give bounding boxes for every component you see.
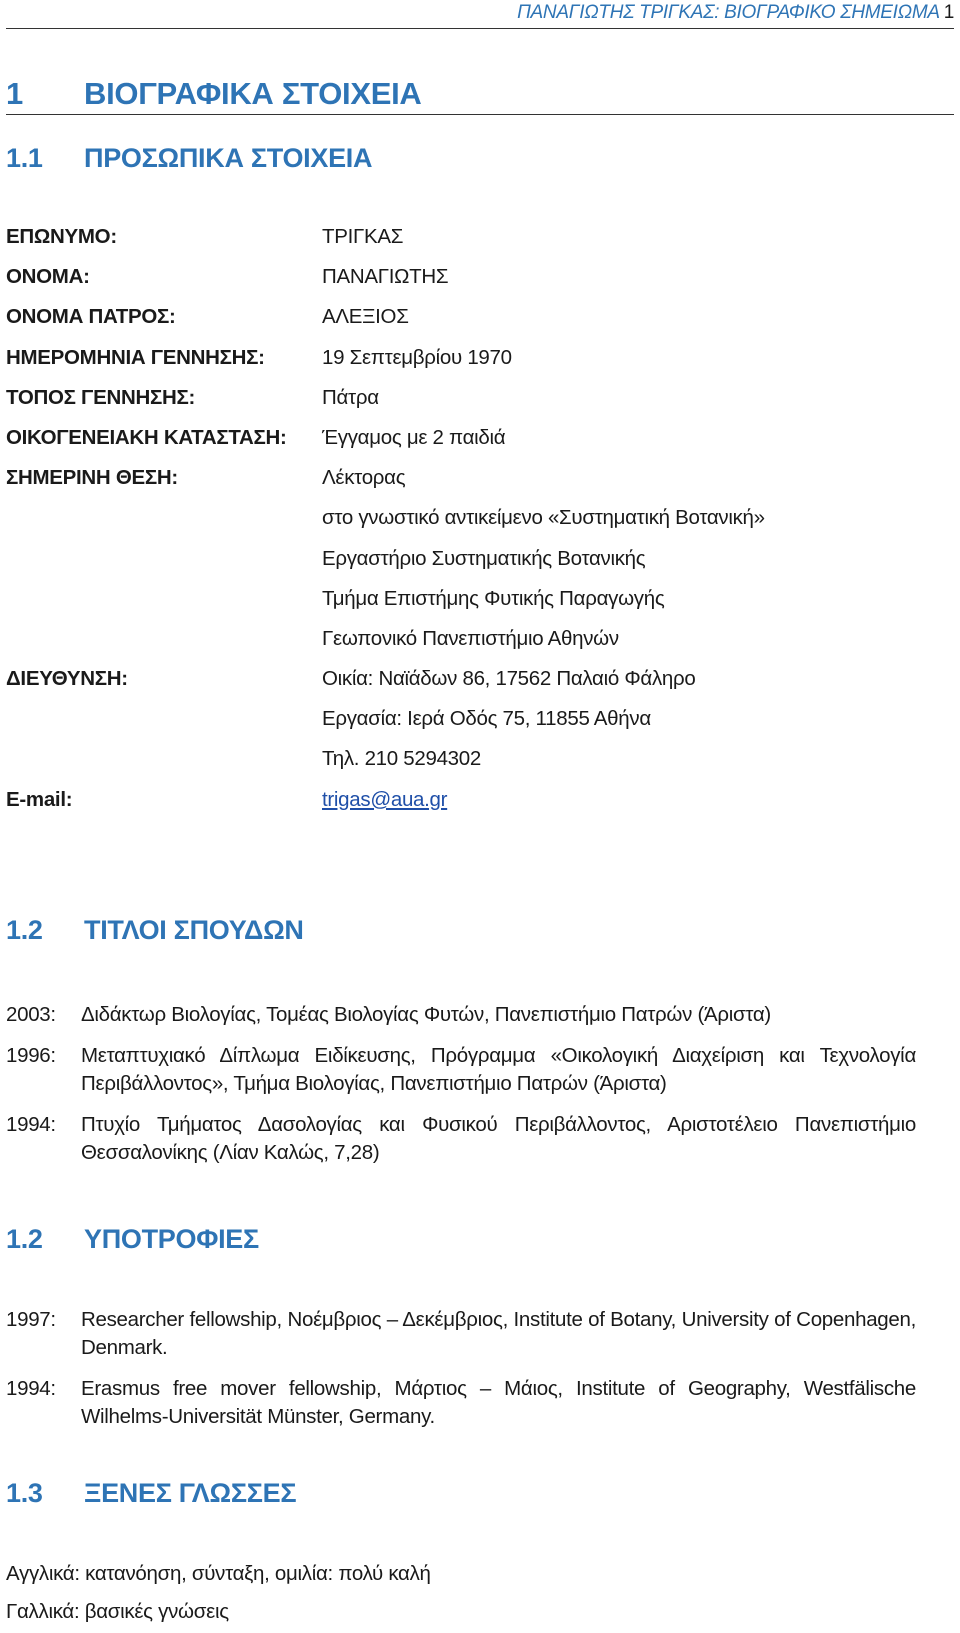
header-text: ΠΑΝΑΓΙΩΤΗΣ ΤΡΙΓΚΑΣ: ΒΙΟΓΡΑΦΙΚΟ ΣΗΜΕΙΩΜΑ: [517, 2, 940, 23]
heading-personal-info: [6, 141, 372, 175]
field-value: Έγγαμος με 2 παιδιά: [322, 425, 506, 449]
fellowship-entry: [6, 1306, 916, 1362]
heading-title: ΞΕΝΕΣ ΓΛΩΣΣΕΣ: [84, 1478, 297, 1508]
personal-row: [6, 505, 946, 545]
heading-title: ΤΙΤΛΟΙ ΣΠΟΥΔΩΝ: [84, 915, 304, 945]
field-value: Εργαστήριο Συστηματικής Βοτανικής: [322, 546, 646, 570]
entry-year: 2003:: [6, 1003, 56, 1026]
entry-year: 1997:: [6, 1308, 56, 1331]
heading-title: ΥΠΟΤΡΟΦΙΕΣ: [84, 1224, 259, 1254]
entry-text: Μεταπτυχιακό Δίπλωμα Ειδίκευσης, Πρόγραμμα «Οικολογική Διαχείριση και Τεχνολογία Περιβάλλοντος», Τμήμα Βιολογίας, Πανεπιστήμιο Πατρών (Άριστα): [81, 1044, 916, 1095]
field-value: Πάτρα: [322, 385, 379, 409]
field-value: Τηλ. 210 5294302: [322, 747, 481, 771]
field-label: ΕΠΩΝΥΜΟ:: [6, 225, 117, 248]
language-item: Αγγλικά: κατανόηση, σύνταξη, ομιλία: πολύ καλή: [6, 1562, 431, 1585]
section-title: ΒΙΟΓΡΑΦΙΚΑ ΣΤΟΙΧΕΙΑ: [84, 76, 422, 111]
studies-list: [6, 1001, 916, 1167]
entry-year: 1996:: [6, 1044, 56, 1067]
personal-row: [6, 666, 946, 706]
heading-languages: [6, 1476, 296, 1510]
field-value: στο γνωστικό αντικείμενο «Συστηματική Βοτανική»: [322, 506, 765, 530]
heading-title: ΠΡΟΣΩΠΙΚΑ ΣΤΟΙΧΕΙΑ: [84, 143, 373, 173]
personal-row: [6, 264, 946, 304]
heading-number: 1.3: [6, 1478, 43, 1508]
personal-row: [6, 626, 946, 666]
email-row: [6, 787, 946, 827]
personal-row: [6, 304, 946, 344]
personal-row: [6, 425, 946, 465]
field-value: Γεωπονικό Πανεπιστήμιο Αθηνών: [322, 626, 619, 650]
entry-text: Διδάκτωρ Βιολογίας, Τομέας Βιολογίας Φυτών, Πανεπιστήμιο Πατρών (Άριστα): [81, 1003, 771, 1026]
email-link[interactable]: trigas@aua.gr: [322, 787, 448, 811]
section-heading-biographical: [6, 74, 954, 115]
field-label: ΗΜΕΡΟΜΗΝΙΑ ΓΕΝΝΗΣΗΣ:: [6, 345, 265, 369]
field-value: ΑΛΕΞΙΟΣ: [322, 305, 409, 329]
personal-row: [6, 546, 946, 586]
field-value: 19 Σεπτεμβρίου 1970: [322, 345, 512, 369]
field-label: ΟΝΟΜΑ ΠΑΤΡΟΣ:: [6, 305, 176, 329]
heading-number: 1.1: [6, 143, 43, 173]
field-value: Εργασία: Ιερά Οδός 75, 11855 Αθήνα: [322, 707, 651, 731]
personal-row: [6, 224, 946, 264]
languages-list: [6, 1555, 431, 1631]
field-value: Οικία: Ναϊάδων 86, 17562 Παλαιό Φάληρο: [322, 667, 696, 691]
personal-info-table: [6, 224, 946, 827]
field-label: ΟΝΟΜΑ:: [6, 265, 90, 289]
personal-row: [6, 746, 946, 786]
running-header: [6, 2, 954, 29]
personal-row: [6, 706, 946, 746]
page-number: 1: [943, 2, 954, 23]
entry-year: 1994:: [6, 1377, 56, 1400]
study-entry: [6, 1111, 916, 1167]
field-label: ΣΗΜΕΡΙΝΗ ΘΕΣΗ:: [6, 466, 178, 490]
personal-row: [6, 385, 946, 425]
language-item: Γαλλικά: βασικές γνώσεις: [6, 1600, 229, 1623]
heading-number: 1.2: [6, 1224, 43, 1254]
heading-number: 1.2: [6, 915, 43, 945]
fellowship-entry: [6, 1375, 916, 1431]
field-value: Λέκτορας: [322, 466, 406, 490]
field-value: ΠΑΝΑΓΙΩΤΗΣ: [322, 265, 449, 289]
entry-text: Πτυχίο Τμήματος Δασολογίας και Φυσικού Περιβάλλοντος, Αριστοτέλειο Πανεπιστήμιο Θεσσαλονίκης (Λίαν Καλώς, 7,28): [81, 1113, 916, 1164]
field-label: ΤΟΠΟΣ ΓΕΝΝΗΣΗΣ:: [6, 385, 195, 409]
study-entry: [6, 1042, 916, 1098]
study-entry: [6, 1001, 916, 1029]
personal-row: [6, 586, 946, 626]
heading-fellowships: [6, 1222, 259, 1256]
entry-text: Researcher fellowship, Νοέμβριος – Δεκέμβριος, Institute of Botany, University of Copenhagen, Denmark.: [81, 1308, 916, 1359]
field-label: ΔΙΕΥΘΥΝΣΗ:: [6, 667, 128, 691]
field-value: Τμήμα Επιστήμης Φυτικής Παραγωγής: [322, 586, 665, 610]
heading-studies: [6, 913, 304, 947]
fellowships-list: [6, 1306, 916, 1431]
section-number: 1: [6, 76, 23, 111]
entry-year: 1994:: [6, 1113, 56, 1136]
personal-row: [6, 345, 946, 385]
personal-row: [6, 465, 946, 505]
entry-text: Erasmus free mover fellowship, Μάρτιος – Μάιος, Institute of Geography, Westfälische Wilhelms-Universität Münster, Germany.: [81, 1377, 916, 1428]
field-value: ΤΡΙΓΚΑΣ: [322, 225, 404, 248]
field-label: ΟΙΚΟΓΕΝΕΙΑΚΗ ΚΑΤΑΣΤΑΣΗ:: [6, 425, 287, 449]
email-label: E-mail:: [6, 787, 73, 811]
